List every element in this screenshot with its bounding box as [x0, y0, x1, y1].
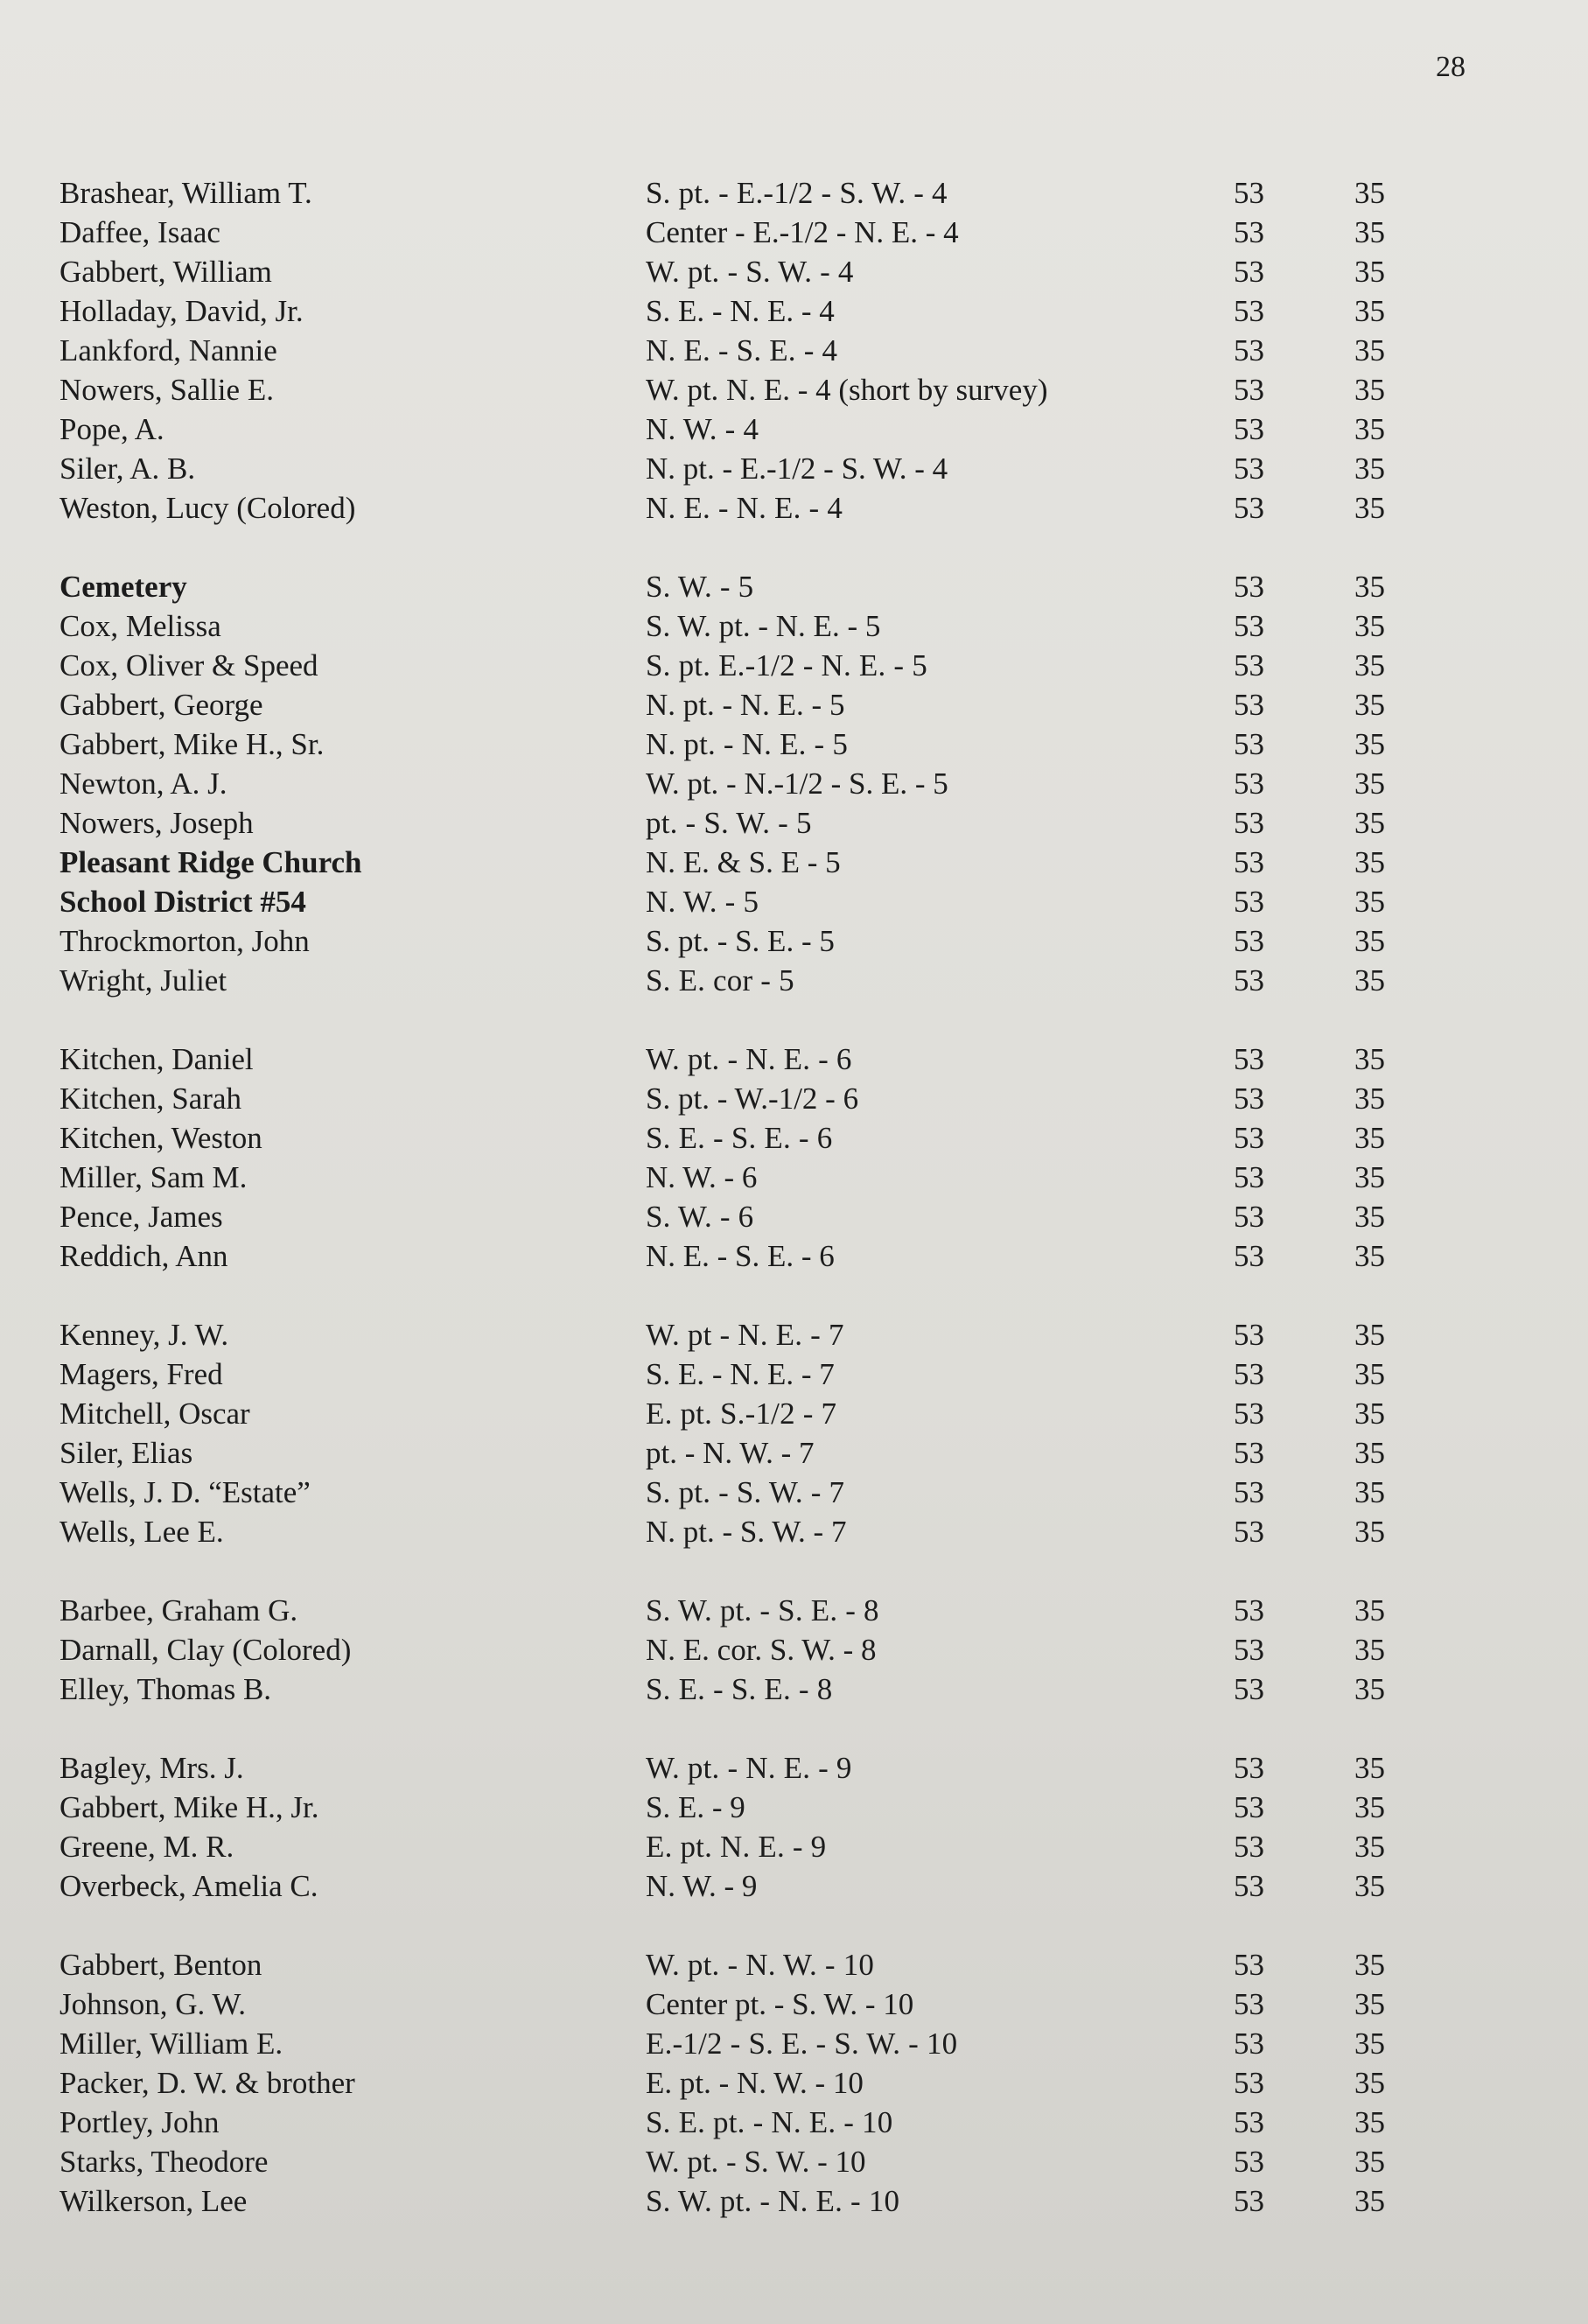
range-number: 35 — [1354, 176, 1385, 210]
range-number: 35 — [1354, 452, 1385, 486]
owner-name: Packer, D. W. & brother — [59, 2066, 355, 2100]
legal-description: pt. - S. W. - 5 — [646, 806, 812, 840]
listing-row — [59, 1354, 1459, 1394]
listing-row — [59, 1040, 1459, 1079]
listing-row — [59, 685, 1459, 724]
listing-row — [59, 488, 1459, 528]
township-number: 53 — [1234, 2105, 1264, 2139]
owner-name: Elley, Thomas B. — [59, 1672, 272, 1706]
range-number: 35 — [1354, 727, 1385, 761]
listing-row — [59, 1236, 1459, 1276]
legal-description: W. pt. N. E. - 4 (short by survey) — [646, 373, 1048, 407]
township-number: 53 — [1234, 963, 1264, 998]
township-number: 53 — [1234, 255, 1264, 289]
range-number: 35 — [1354, 412, 1385, 446]
range-number: 35 — [1354, 2145, 1385, 2179]
township-number: 53 — [1234, 1948, 1264, 1982]
owner-name: Brashear, William T. — [59, 176, 312, 210]
legal-description: S. E. - N. E. - 7 — [646, 1357, 835, 1391]
listing-row — [59, 1433, 1459, 1473]
legal-description: S. pt. E.-1/2 - N. E. - 5 — [646, 648, 927, 682]
owner-name: Kenney, J. W. — [59, 1318, 229, 1352]
listing-row — [59, 331, 1459, 370]
range-number: 35 — [1354, 2105, 1385, 2139]
listing-row — [59, 1591, 1459, 1630]
township-number: 53 — [1234, 1082, 1264, 1116]
listing-row — [59, 803, 1459, 843]
legal-description: S. pt. - E.-1/2 - S. W. - 4 — [646, 176, 948, 210]
range-number: 35 — [1354, 609, 1385, 643]
listing-row — [59, 2103, 1459, 2142]
legal-description: S. W. pt. - N. E. - 10 — [646, 2184, 900, 2218]
owner-name: Weston, Lucy (Colored) — [59, 491, 356, 525]
legal-description: S. E. cor - 5 — [646, 963, 794, 998]
listing-row — [59, 1079, 1459, 1118]
listing-row — [59, 1315, 1459, 1354]
owner-name: School District #54 — [59, 885, 306, 919]
legal-description: N. pt. - N. E. - 5 — [646, 727, 849, 761]
township-number: 53 — [1234, 1790, 1264, 1824]
legal-description: S. E. pt. - N. E. - 10 — [646, 2105, 893, 2139]
range-number: 35 — [1354, 1239, 1385, 1273]
legal-description: N. E. - S. E. - 6 — [646, 1239, 835, 1273]
township-number: 53 — [1234, 688, 1264, 722]
legal-description: E.-1/2 - S. E. - S. W. - 10 — [646, 2026, 958, 2061]
township-number: 53 — [1234, 1593, 1264, 1628]
legal-description: W. pt. - N. W. - 10 — [646, 1948, 875, 1982]
range-number: 35 — [1354, 215, 1385, 249]
range-number: 35 — [1354, 1318, 1385, 1352]
section-group — [59, 173, 1459, 528]
township-number: 53 — [1234, 2145, 1264, 2179]
listing-row — [59, 2024, 1459, 2063]
listing-row — [59, 173, 1459, 213]
owner-name: Wilkerson, Lee — [59, 2184, 248, 2218]
listing-row — [59, 1197, 1459, 1236]
range-number: 35 — [1354, 1790, 1385, 1824]
range-number: 35 — [1354, 1987, 1385, 2021]
owner-name: Miller, Sam M. — [59, 1160, 248, 1194]
listing-row — [59, 1394, 1459, 1433]
legal-description: W. pt. - N. E. - 6 — [646, 1042, 852, 1076]
legal-description: N. W. - 4 — [646, 412, 759, 446]
owner-name: Magers, Fred — [59, 1357, 223, 1391]
landowner-listing — [59, 173, 1459, 2260]
township-number: 53 — [1234, 766, 1264, 801]
owner-name: Kitchen, Daniel — [59, 1042, 254, 1076]
township-number: 53 — [1234, 727, 1264, 761]
section-group — [59, 1315, 1459, 1551]
section-group — [59, 1748, 1459, 1906]
legal-description: N. E. cor. S. W. - 8 — [646, 1633, 877, 1667]
range-number: 35 — [1354, 1082, 1385, 1116]
township-number: 53 — [1234, 1357, 1264, 1391]
township-number: 53 — [1234, 215, 1264, 249]
listing-row — [59, 606, 1459, 646]
range-number: 35 — [1354, 1869, 1385, 1903]
owner-name: Siler, Elias — [59, 1436, 193, 1470]
township-number: 53 — [1234, 806, 1264, 840]
page-number: 28 — [1436, 51, 1466, 83]
township-number: 53 — [1234, 845, 1264, 879]
owner-name: Cox, Oliver & Speed — [59, 648, 318, 682]
listing-row — [59, 1788, 1459, 1827]
range-number: 35 — [1354, 1121, 1385, 1155]
listing-row — [59, 1630, 1459, 1670]
owner-name: Throckmorton, John — [59, 924, 310, 958]
owner-name: Reddich, Ann — [59, 1239, 228, 1273]
legal-description: N. pt. - S. W. - 7 — [646, 1515, 847, 1549]
owner-name: Cemetery — [59, 570, 187, 604]
owner-name: Darnall, Clay (Colored) — [59, 1633, 352, 1667]
listing-row — [59, 921, 1459, 961]
township-number: 53 — [1234, 1200, 1264, 1234]
legal-description: S. E. - S. E. - 8 — [646, 1672, 833, 1706]
range-number: 35 — [1354, 1830, 1385, 1864]
range-number: 35 — [1354, 1672, 1385, 1706]
legal-description: S. E. - S. E. - 6 — [646, 1121, 833, 1155]
listing-row — [59, 1118, 1459, 1158]
range-number: 35 — [1354, 1042, 1385, 1076]
listing-row — [59, 961, 1459, 1000]
section-group — [59, 567, 1459, 1000]
owner-name: Nowers, Sallie E. — [59, 373, 274, 407]
township-number: 53 — [1234, 1672, 1264, 1706]
township-number: 53 — [1234, 1121, 1264, 1155]
township-number: 53 — [1234, 609, 1264, 643]
listing-row — [59, 567, 1459, 606]
township-number: 53 — [1234, 1751, 1264, 1785]
legal-description: S. W. - 6 — [646, 1200, 754, 1234]
range-number: 35 — [1354, 373, 1385, 407]
township-number: 53 — [1234, 1987, 1264, 2021]
owner-name: Wright, Juliet — [59, 963, 227, 998]
listing-row — [59, 1158, 1459, 1197]
section-group — [59, 1591, 1459, 1709]
township-number: 53 — [1234, 924, 1264, 958]
owner-name: Nowers, Joseph — [59, 806, 254, 840]
range-number: 35 — [1354, 294, 1385, 328]
owner-name: Mitchell, Oscar — [59, 1396, 250, 1431]
township-number: 53 — [1234, 1869, 1264, 1903]
range-number: 35 — [1354, 766, 1385, 801]
range-number: 35 — [1354, 1436, 1385, 1470]
range-number: 35 — [1354, 806, 1385, 840]
owner-name: Gabbert, Mike H., Sr. — [59, 727, 325, 761]
owner-name: Gabbert, George — [59, 688, 263, 722]
legal-description: S. W. - 5 — [646, 570, 754, 604]
range-number: 35 — [1354, 885, 1385, 919]
legal-description: N. E. & S. E - 5 — [646, 845, 841, 879]
township-number: 53 — [1234, 570, 1264, 604]
range-number: 35 — [1354, 1948, 1385, 1982]
legal-description: S. W. pt. - S. E. - 8 — [646, 1593, 879, 1628]
range-number: 35 — [1354, 1160, 1385, 1194]
township-number: 53 — [1234, 1160, 1264, 1194]
township-number: 53 — [1234, 885, 1264, 919]
owner-name: Miller, William E. — [59, 2026, 283, 2061]
range-number: 35 — [1354, 1593, 1385, 1628]
range-number: 35 — [1354, 1357, 1385, 1391]
listing-row — [59, 252, 1459, 291]
range-number: 35 — [1354, 491, 1385, 525]
owner-name: Wells, Lee E. — [59, 1515, 224, 1549]
township-number: 53 — [1234, 1436, 1264, 1470]
range-number: 35 — [1354, 1633, 1385, 1667]
owner-name: Bagley, Mrs. J. — [59, 1751, 244, 1785]
owner-name: Newton, A. J. — [59, 766, 227, 801]
legal-description: N. pt. - N. E. - 5 — [646, 688, 845, 722]
owner-name: Portley, John — [59, 2105, 220, 2139]
township-number: 53 — [1234, 333, 1264, 368]
listing-row — [59, 1512, 1459, 1551]
range-number: 35 — [1354, 963, 1385, 998]
owner-name: Lankford, Nannie — [59, 333, 277, 368]
range-number: 35 — [1354, 1751, 1385, 1785]
legal-description: N. W. - 5 — [646, 885, 759, 919]
legal-description: S. E. - N. E. - 4 — [646, 294, 835, 328]
owner-name: Barbee, Graham G. — [59, 1593, 298, 1628]
owner-name: Wells, J. D. “Estate” — [59, 1475, 311, 1509]
township-number: 53 — [1234, 1042, 1264, 1076]
township-number: 53 — [1234, 176, 1264, 210]
legal-description: W. pt. - N. E. - 9 — [646, 1751, 852, 1785]
legal-description: E. pt. S.-1/2 - 7 — [646, 1396, 837, 1431]
township-number: 53 — [1234, 2026, 1264, 2061]
range-number: 35 — [1354, 570, 1385, 604]
owner-name: Pope, A. — [59, 412, 164, 446]
listing-row — [59, 1748, 1459, 1788]
owner-name: Kitchen, Sarah — [59, 1082, 241, 1116]
range-number: 35 — [1354, 1396, 1385, 1431]
listing-row — [59, 370, 1459, 410]
legal-description: N. W. - 6 — [646, 1160, 758, 1194]
listing-row — [59, 2181, 1459, 2221]
owner-name: Daffee, Isaac — [59, 215, 220, 249]
township-number: 53 — [1234, 491, 1264, 525]
township-number: 53 — [1234, 1633, 1264, 1667]
legal-description: pt. - N. W. - 7 — [646, 1436, 815, 1470]
owner-name: Gabbert, William — [59, 255, 272, 289]
listing-row — [59, 291, 1459, 331]
owner-name: Pleasant Ridge Church — [59, 845, 362, 879]
township-number: 53 — [1234, 452, 1264, 486]
township-number: 53 — [1234, 1396, 1264, 1431]
legal-description: N. pt. - E.-1/2 - S. W. - 4 — [646, 452, 948, 486]
listing-row — [59, 449, 1459, 488]
range-number: 35 — [1354, 2026, 1385, 2061]
legal-description: W. pt. - S. W. - 4 — [646, 255, 854, 289]
owner-name: Siler, A. B. — [59, 452, 196, 486]
legal-description: S. E. - 9 — [646, 1790, 745, 1824]
range-number: 35 — [1354, 2066, 1385, 2100]
legal-description: W. pt. - S. W. - 10 — [646, 2145, 866, 2179]
owner-name: Overbeck, Amelia C. — [59, 1869, 318, 1903]
township-number: 53 — [1234, 1830, 1264, 1864]
legal-description: N. E. - N. E. - 4 — [646, 491, 843, 525]
township-number: 53 — [1234, 373, 1264, 407]
township-number: 53 — [1234, 1239, 1264, 1273]
township-number: 53 — [1234, 1475, 1264, 1509]
listing-row — [59, 882, 1459, 921]
listing-row — [59, 2142, 1459, 2181]
legal-description: W. pt - N. E. - 7 — [646, 1318, 844, 1352]
legal-description: S. pt. - S. W. - 7 — [646, 1475, 845, 1509]
range-number: 35 — [1354, 688, 1385, 722]
range-number: 35 — [1354, 924, 1385, 958]
legal-description: E. pt. N. E. - 9 — [646, 1830, 827, 1864]
range-number: 35 — [1354, 648, 1385, 682]
owner-name: Cox, Melissa — [59, 609, 221, 643]
township-number: 53 — [1234, 1515, 1264, 1549]
township-number: 53 — [1234, 648, 1264, 682]
legal-description: W. pt. - N.-1/2 - S. E. - 5 — [646, 766, 948, 801]
legal-description: S. pt. - W.-1/2 - 6 — [646, 1082, 859, 1116]
range-number: 35 — [1354, 1515, 1385, 1549]
legal-description: N. W. - 9 — [646, 1869, 758, 1903]
section-group — [59, 1945, 1459, 2221]
township-number: 53 — [1234, 2184, 1264, 2218]
range-number: 35 — [1354, 255, 1385, 289]
listing-row — [59, 843, 1459, 882]
owner-name: Kitchen, Weston — [59, 1121, 262, 1155]
township-number: 53 — [1234, 2066, 1264, 2100]
listing-row — [59, 1984, 1459, 2024]
owner-name: Greene, M. R. — [59, 1830, 234, 1864]
listing-row — [59, 1670, 1459, 1709]
listing-row — [59, 410, 1459, 449]
listing-row — [59, 1827, 1459, 1866]
legal-description: E. pt. - N. W. - 10 — [646, 2066, 864, 2100]
range-number: 35 — [1354, 845, 1385, 879]
owner-name: Starks, Theodore — [59, 2145, 269, 2179]
listing-row — [59, 1866, 1459, 1906]
owner-name: Johnson, G. W. — [59, 1987, 246, 2021]
owner-name: Holladay, David, Jr. — [59, 294, 304, 328]
range-number: 35 — [1354, 2184, 1385, 2218]
township-number: 53 — [1234, 412, 1264, 446]
owner-name: Pence, James — [59, 1200, 223, 1234]
range-number: 35 — [1354, 333, 1385, 368]
listing-row — [59, 1473, 1459, 1512]
township-number: 53 — [1234, 1318, 1264, 1352]
listing-row — [59, 724, 1459, 764]
listing-row — [59, 764, 1459, 803]
township-number: 53 — [1234, 294, 1264, 328]
owner-name: Gabbert, Benton — [59, 1948, 262, 1982]
legal-description: N. E. - S. E. - 4 — [646, 333, 838, 368]
section-group — [59, 1040, 1459, 1276]
range-number: 35 — [1354, 1200, 1385, 1234]
listing-row — [59, 2063, 1459, 2103]
listing-row — [59, 646, 1459, 685]
range-number: 35 — [1354, 1475, 1385, 1509]
owner-name: Gabbert, Mike H., Jr. — [59, 1790, 319, 1824]
legal-description: S. W. pt. - N. E. - 5 — [646, 609, 881, 643]
legal-description: Center pt. - S. W. - 10 — [646, 1987, 914, 2021]
legal-description: Center - E.-1/2 - N. E. - 4 — [646, 215, 959, 249]
listing-row — [59, 1945, 1459, 1984]
listing-row — [59, 213, 1459, 252]
legal-description: S. pt. - S. E. - 5 — [646, 924, 835, 958]
